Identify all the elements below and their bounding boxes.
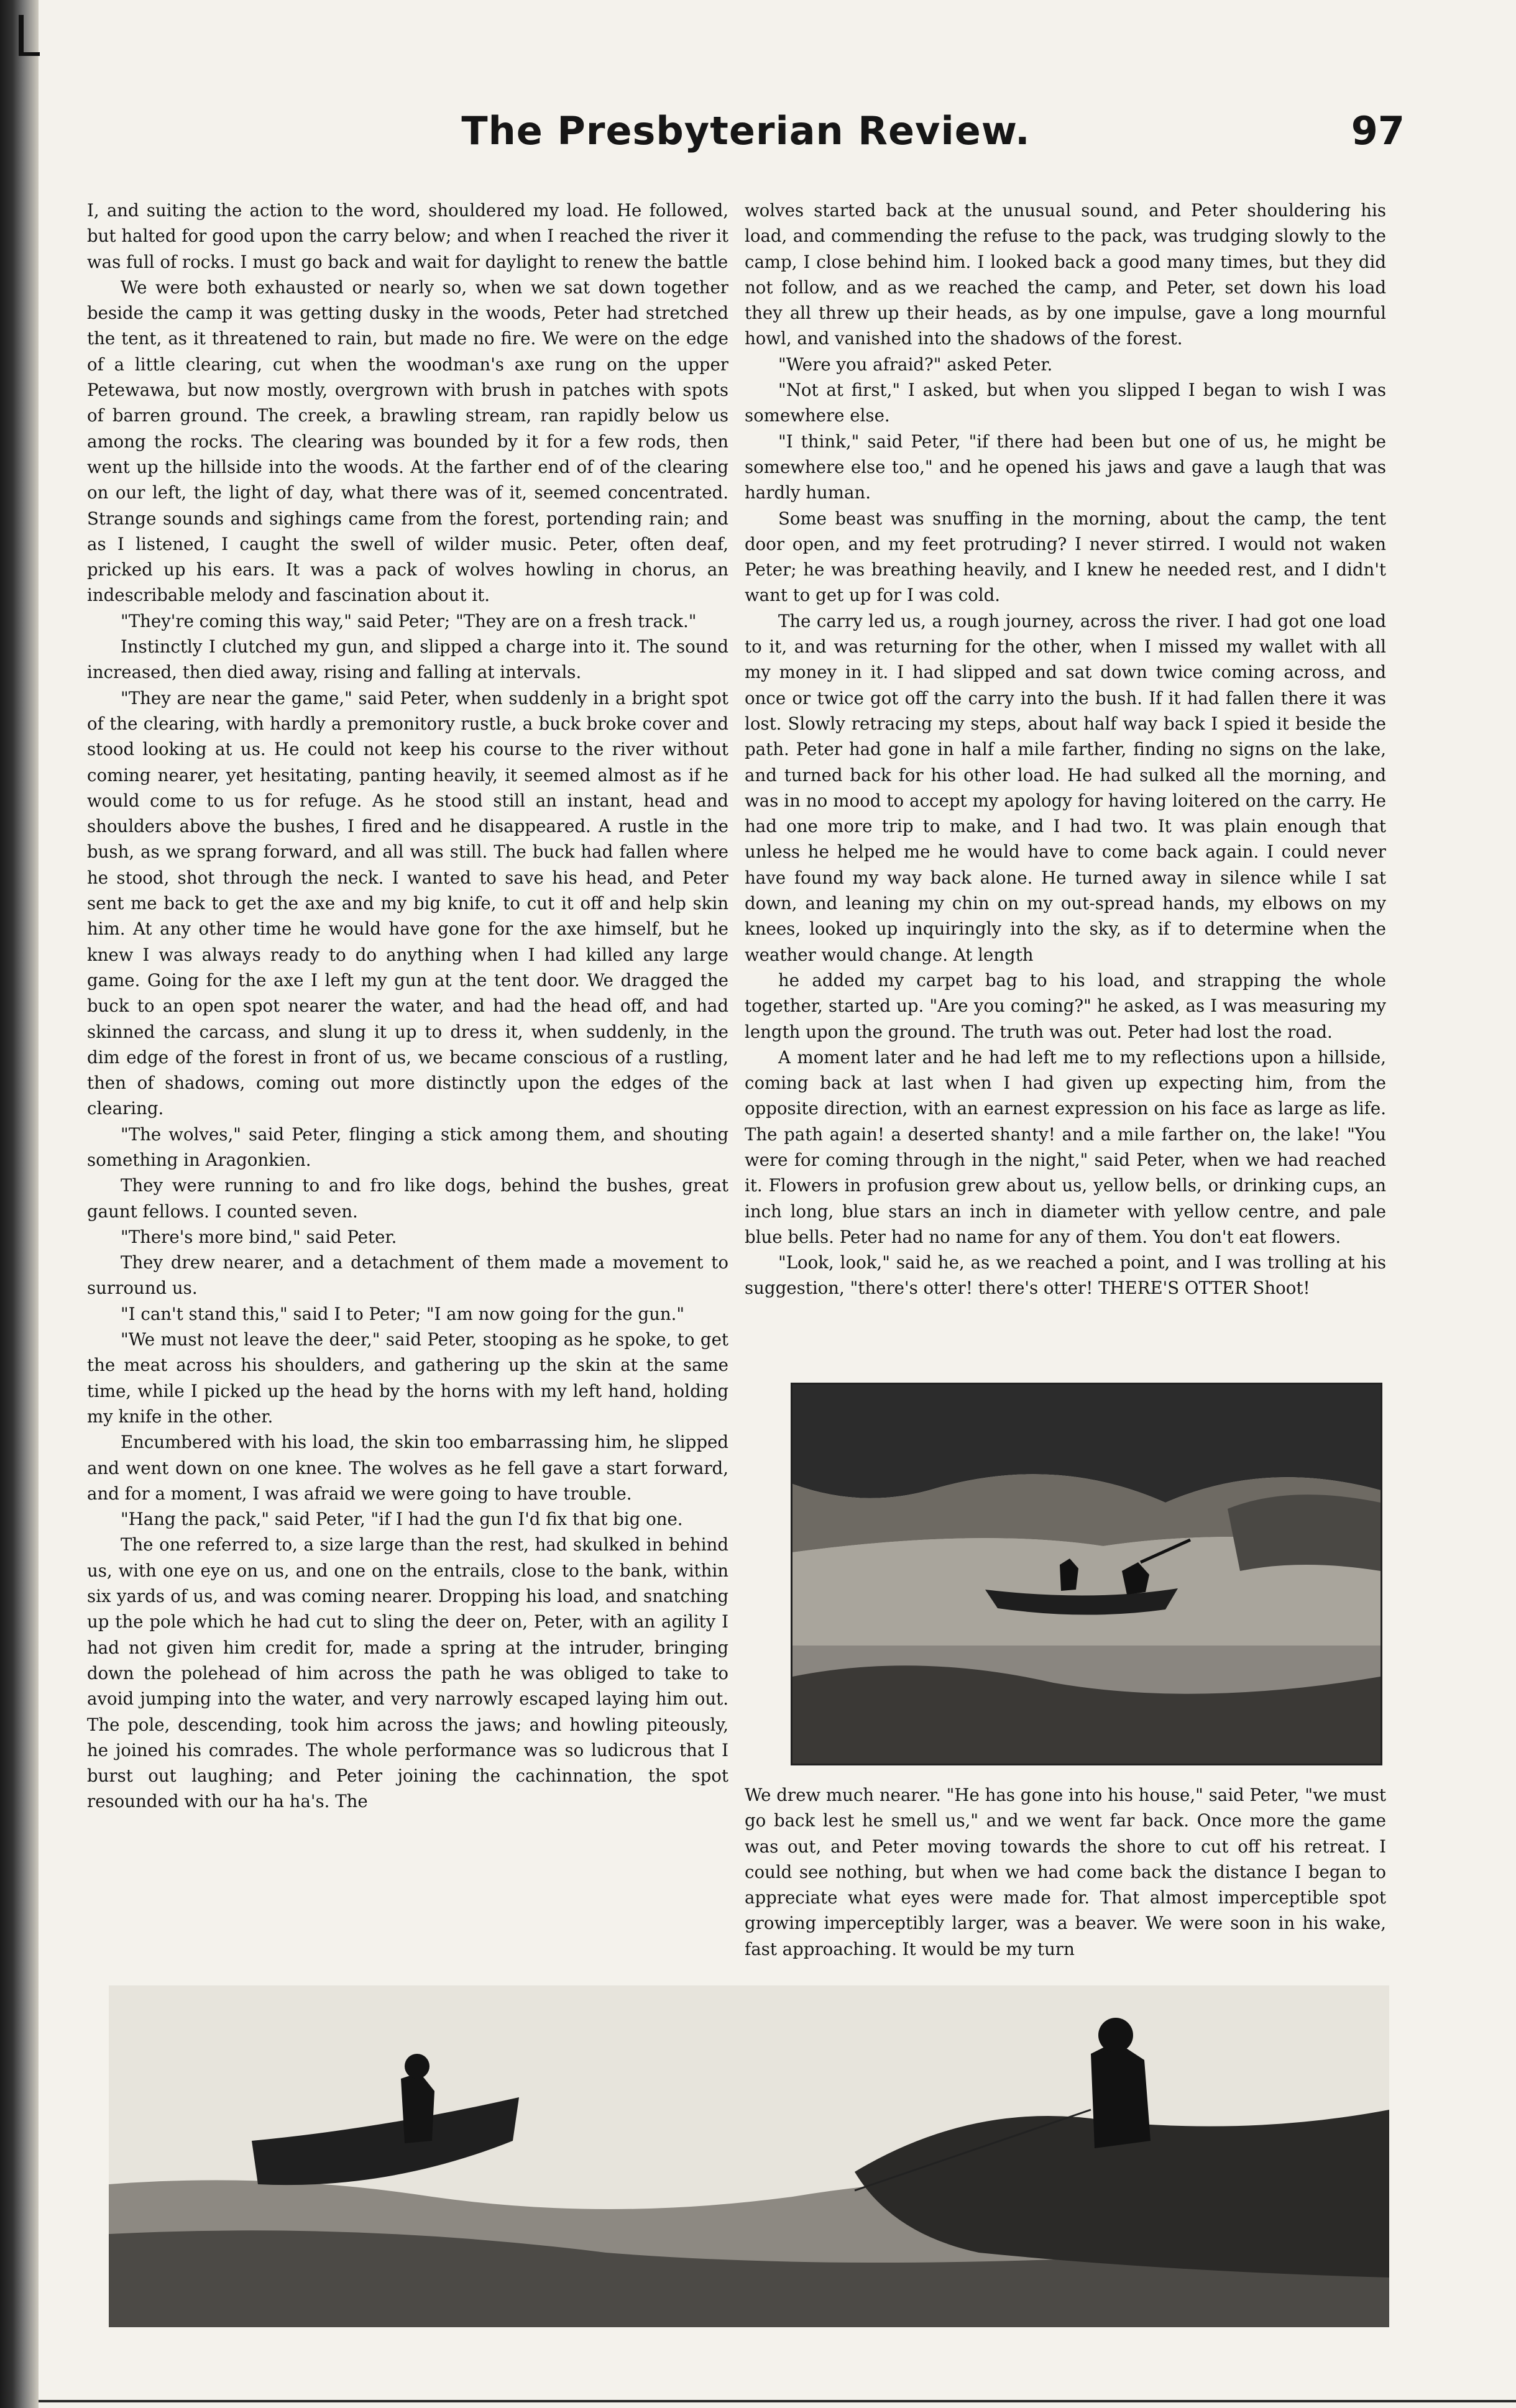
paragraph: Instinctly I clutched my gun, and slipped a charge into it. The sound increased, then died away, rising and falling at intervals. [87, 636, 728, 683]
left-column [87, 198, 728, 1815]
paragraph: he added my carpet bag to his load, and strapping the whole together, started up. "Are you coming?" he asked, as I was measuring my length upon the ground. The truth was out. Peter had lost the road. [745, 969, 1386, 1042]
page-header [87, 93, 1405, 168]
paragraph: "Were you afraid?" asked Peter. [778, 354, 1053, 375]
paragraph: "They're coming this way," said Peter; "They are on a fresh track." [121, 610, 697, 631]
paragraph: wolves started back at the unusual sound, and Peter shouldering his load, and commending the refuse to the pack, was trudging slowly to the camp, I close behind him. I looked back a good many times, but they did not follow, and as we reached the camp, and Peter, set down his load they all threw up their heads, as by one impulse, gave a long mournful howl, and vanished into the shadows of the forest. [745, 200, 1386, 349]
paragraph: The carry led us, a rough journey, across the river. I had got one load to it, and was returning for the other, when I missed my wallet with all my money in it. I had slipped and sat down twice coming across, and once or twice got off the carry into the bush. If it had fallen there it was lost. Slowly retracing my steps, about half way back I spied it beside the path. Peter had gone in half a mile farther, finding no signs on the lake, and turned back for his other load. He had sulked all the morning, and was in no mood to accept my apology for having loitered on the carry. He had one more trip to make, and I had two. It was plain enough that unless he helped me he would have to come back again. I could never have found my way back alone. He turned away in silence while I sat down, and leaning my chin on my out-spread hands, my elbows on my knees, looked up inquiringly into the sky, as if to determine when the weather would change. At length [745, 610, 1386, 965]
paragraph: We were both exhausted or nearly so, when we sat down together beside the camp it was getting dusky in the woods, Peter had stretched the tent, as it threatened to rain, but made no fire. We were on the edge of a little clearing, cut when the woodman's axe rung on the upper Petewawa, but now mostly, overgrown with brush in patches with spots of barren ground. The creek, a brawling stream, ran rapidly below us among the rocks. The clearing was bounded by it for a few rods, then went up the hillside into the woods. At the farther end of of the clearing on our left, the light of day, what there was of it, seemed concentrated. Strange sounds and sighings came from the forest, portending rain; and as I listened, I caught the swell of wilder music. Peter, often deaf, pricked up his ears. It was a pack of wolves howling in chorus, an indescribable melody and fascination about it. [87, 277, 728, 606]
paragraph: "I think," said Peter, "if there had been but one of us, he might be somewhere else too," and he opened his jaws and gave a laugh that was hardly human. [745, 431, 1386, 503]
paragraph: "There's more bind," said Peter. [121, 1226, 397, 1247]
paragraph: Encumbered with his load, the skin too embarrassing him, he slipped and went down on one knee. The wolves as he fell gave a start forward, and for a moment, I was afraid we were going to have trouble. [87, 1432, 728, 1504]
shore-engraving [109, 1985, 1389, 2327]
scan-bottom-edge [39, 2400, 1516, 2402]
paragraph: "I can't stand this," said I to Peter; "I am now going for the gun." [121, 1303, 685, 1324]
paragraph: "The wolves," said Peter, flinging a stick among them, and shouting something in Aragonkien. [87, 1124, 728, 1170]
page-number: 97 [1351, 108, 1405, 153]
paragraph: "They are near the game," said Peter, when suddenly in a bright spot of the clearing, with hardly a premonitory rustle, a buck broke cover and stood looking at us. He could not keep his course to the river without coming nearer, yet hesitating, panting heavily, it seemed almost as if he would come to us for refuge. As he stood still an instant, head and shoulders above the bushes, I fired and he disappeared. A rustle in the bush, as we sprang forward, and all was still. The buck had fallen where he stood, shot through the neck. I wanted to save his head, and Peter sent me back to get the axe and my big knife, to cut it off and help skin him. At any other time he would have gone for the axe himself, but he knew I was always ready to do anything when I had killed any large game. Going for the axe I left my gun at the tent door. We dragged the buck to an open spot nearer the water, and had the head off, and had skinned the carcass, and slung it up to dress it, when suddenly, in the dim edge of the forest in front of us, we became conscious of a rustling, then of shadows, coming out more distinctly upon the edges of the clearing. [87, 687, 728, 1119]
shore-illustration [109, 1985, 1389, 2327]
paragraph: "Hang the pack," said Peter, "if I had the gun I'd fix that big one. [121, 1509, 683, 1530]
canoe-illustration [791, 1383, 1382, 1765]
paragraph: A moment later and he had left me to my reflections upon a hillside, coming back at last when I had given up expecting him, from the opposite direction, with an earnest expression on his face as large as life. The path again! a deserted shanty! and a mile farther on, the lake! "You were for coming through in the night," said Peter, when we had reached it. Flowers in profusion grew about us, yellow bells, or drinking cups, an inch long, blue stars an inch in diameter with yellow centre, and pale blue bells. Peter had no name for any of them. You don't eat flowers. [745, 1046, 1386, 1247]
paragraph: I, and suiting the action to the word, shouldered my load. He followed, but halted for good upon the carry below; and when I reached the river it was full of rocks. I must go back and wait for daylight to renew the battle [87, 200, 728, 272]
paragraph: "We must not leave the deer," said Peter, stooping as he spoke, to get the meat across his shoulders, and gathering up the skin at the same time, while I picked up the head by the horns with my left hand, holding my knife in the other. [87, 1329, 728, 1427]
paragraph: The one referred to, a size large than the rest, had skulked in behind us, with one eye on us, and one on the entrails, close to the bank, within six yards of us, and was coming nearer. Dropping his load, and snatching up the pole which he had cut to sling the deer on, Peter, with an agility I had not given him credit for, made a spring at the intruder, bringing down the polehead of him across the path he was obliged to take to avoid jumping into the water, and very narrowly escaped laying him out. The pole, descending, took him across the jaws; and howling piteously, he joined his comrades. The whole performance was so ludicrous that I burst out laughing; and Peter joining the cachinnation, the spot resounded with our ha ha's. The [87, 1534, 728, 1812]
paragraph: Some beast was snuffing in the morning, about the camp, the tent door open, and my feet protruding? I never stirred. I would not waken Peter; he was breathing heavily, and I knew he needed rest, and I didn't want to get up for I was cold. [745, 508, 1386, 606]
paragraph: "Look, look," said he, as we reached a point, and I was trolling at his suggestion, "there's otter! there's otter! THERE'S OTTER Shoot! [745, 1252, 1386, 1299]
paragraph: We drew much nearer. "He has gone into his house," said Peter, "we must go back lest he smell us," and we went far back. Once more the game was out, and Peter moving towards the shore to cut off his retreat. I could see nothing, but when we had come back the distance I began to appreciate what eyes were made for. That almost imperceptible spot growing imperceptibly larger, was a beaver. We were soon in his wake, fast approaching. It would be my turn [745, 1785, 1386, 1959]
canoe-engraving [792, 1385, 1380, 1764]
running-title: The Presbyterian Review. [461, 108, 1031, 153]
right-column-upper [745, 198, 1386, 1301]
paragraph: "Not at first," I asked, but when you slipped I began to wish I was somewhere else. [745, 380, 1386, 426]
right-column-lower [745, 1782, 1386, 1962]
scan-binding-edge [0, 0, 39, 2408]
paragraph: They were running to and fro like dogs, behind the bushes, great gaunt fellows. I counted seven. [87, 1175, 728, 1222]
paragraph: They drew nearer, and a detachment of them made a movement to surround us. [87, 1252, 728, 1299]
binding-mark [19, 15, 40, 56]
